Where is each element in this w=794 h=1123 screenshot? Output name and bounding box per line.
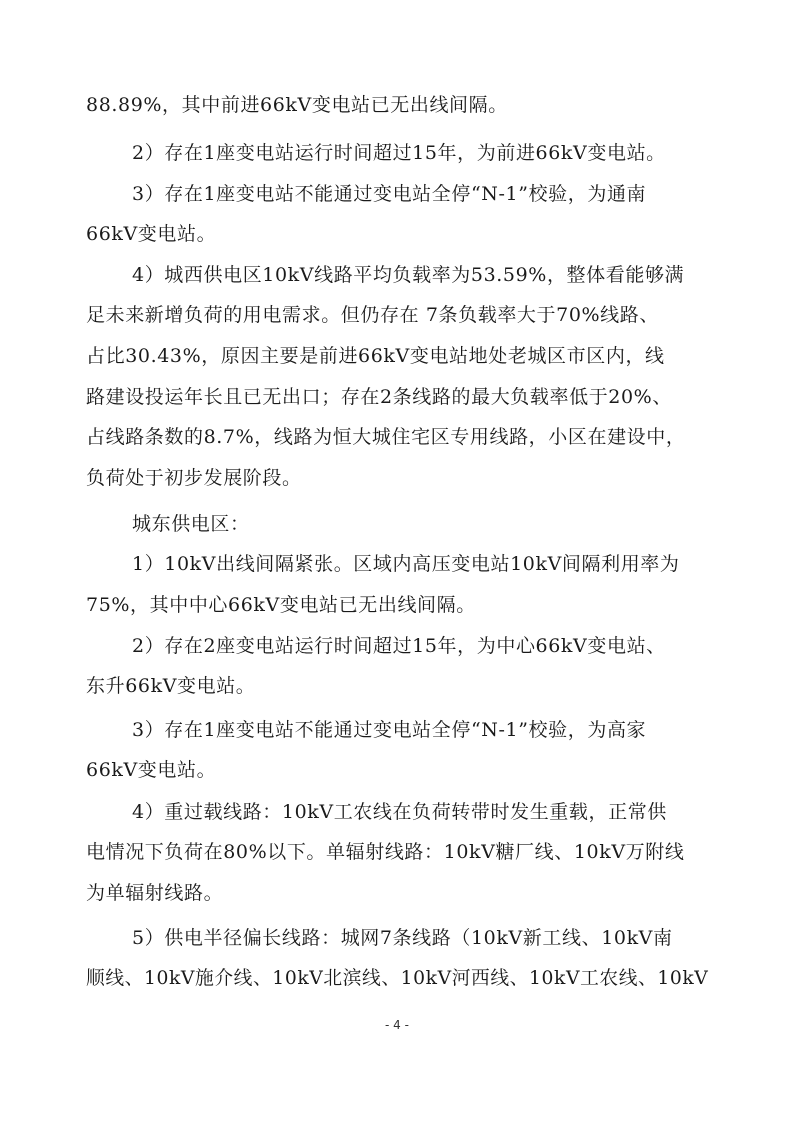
text-line: 负荷处于初步发展阶段。 (86, 467, 302, 489)
text-line: 5）供电半径偏长线路：城网7条线路（10kV新工线、10kV南 (132, 927, 673, 949)
text-line: 1）10kV出线间隔紧张。区域内高压变电站10kV间隔利用率为 (132, 553, 680, 575)
page-number: - 4 - (385, 1018, 409, 1032)
text-line: 75%，其中中心66kV变电站已无出线间隔。 (86, 594, 476, 616)
text-line: 66kV变电站。 (86, 223, 217, 245)
text-line: 3）存在1座变电站不能通过变电站全停“N-1”校验，为高家 (132, 719, 647, 741)
section-heading: 城东供电区： (132, 513, 250, 535)
text-line: 电情况下负荷在80%以下。单辐射线路：10kV糖厂线、10kV万附线 (86, 841, 685, 863)
text-line: 66kV变电站。 (86, 759, 217, 781)
text-line: 2）存在2座变电站运行时间超过15年，为中心66kV变电站、 (132, 635, 666, 657)
text-line: 顺线、10kV施介线、10kV北滨线、10kV河西线、10kV工农线、10kV (86, 967, 709, 989)
text-line: 88.89%，其中前进66kV变电站已无出线间隔。 (86, 94, 508, 116)
text-line: 4）城西供电区10kV线路平均负载率为53.59%，整体看能够满 (132, 264, 685, 286)
text-line: 2）存在1座变电站运行时间超过15年，为前进66kV变电站。 (132, 142, 666, 164)
text-line: 占线路条数的8.7%，线路为恒大城住宅区专用线路，小区在建设中， (86, 426, 686, 448)
text-line: 路建设投运年长且已无出口；存在2条线路的最大负载率低于20%、 (86, 386, 672, 408)
text-line: 足未来新增负荷的用电需求。但仍存在 7条负载率大于70%线路、 (86, 304, 659, 326)
text-line: 3）存在1座变电站不能通过变电站全停“N-1”校验，为通南 (132, 183, 647, 205)
text-line: 4）重过载线路：10kV工农线在负荷转带时发生重载，正常供 (132, 801, 667, 823)
text-line: 东升66kV变电站。 (86, 675, 256, 697)
text-line: 占比30.43%，原因主要是前进66kV变电站地处老城区市区内，线 (86, 345, 665, 367)
text-line: 为单辐射线路。 (86, 882, 224, 904)
